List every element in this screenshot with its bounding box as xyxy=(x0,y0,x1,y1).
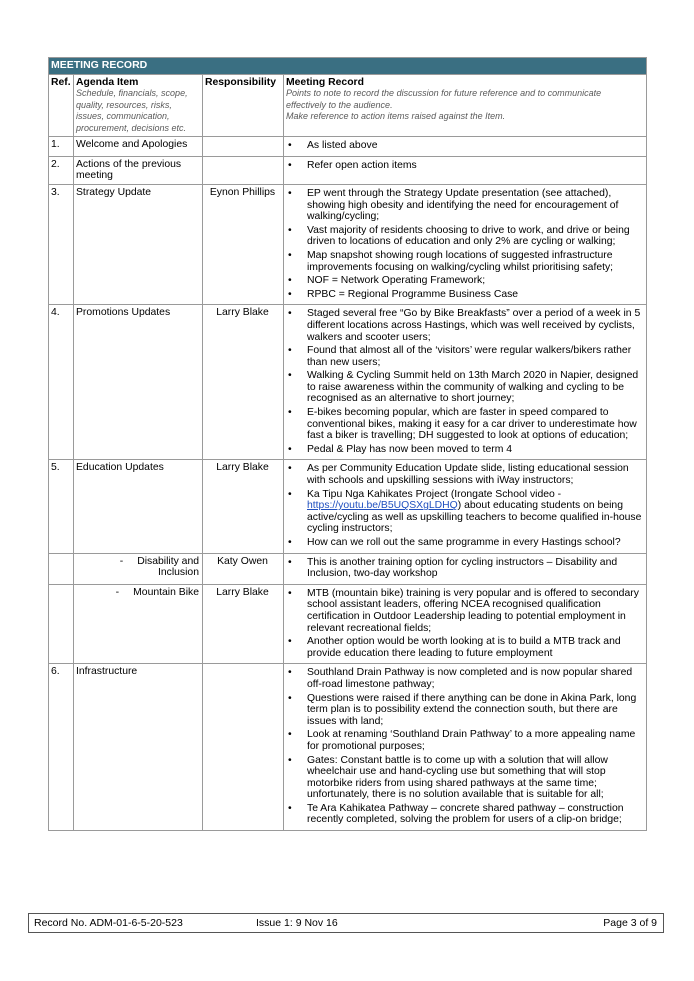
row-ref: 3. xyxy=(49,184,74,304)
footer-record-number: Record No. ADM-01-6-5-20-523 xyxy=(34,917,183,929)
row-agenda-item: Infrastructure xyxy=(74,664,203,831)
list-item: • Southland Drain Pathway is now completed and is now popular shared off-road limestone pathway; xyxy=(307,667,643,690)
row-responsibility xyxy=(203,156,284,184)
header-row xyxy=(49,74,647,137)
list-item: • Vast majority of residents choosing to drive to work, and drive or being driven to locations of education and only 2% are cycling or walking; xyxy=(307,225,643,248)
row-meeting-record xyxy=(284,184,647,304)
header-meeting-record-label: Meeting Record xyxy=(286,76,364,88)
list-item: • Pedal & Play has now been moved to term 4 xyxy=(307,444,643,456)
list-item: • NOF = Network Operating Framework; xyxy=(307,275,643,287)
list-item: • This is another training option for cycling instructors – Disability and Inclusion, two-day workshop xyxy=(307,557,643,580)
list-item xyxy=(307,489,643,535)
list-item: • Another option would be worth looking at is to build a MTB track and provide education there leading to future employment xyxy=(307,636,643,659)
footer-page-number: Page 3 of 9 xyxy=(603,917,657,929)
meeting-record-document xyxy=(48,57,646,831)
row-meeting-record xyxy=(284,156,647,184)
header-agenda-item-hint: Schedule, financials, scope, quality, resources, risks, issues, communication, procurement, decisions etc. xyxy=(76,88,188,133)
row-ref xyxy=(49,584,74,664)
row-responsibility: Larry Blake xyxy=(203,460,284,553)
dash-marker: - xyxy=(115,586,120,598)
list-item: • MTB (mountain bike) training is very popular and is offered to secondary school assistant leaders, offering NCEA recognised qualification certification in Outdoor Leadership leading to potential employment in relevant recreational fields; xyxy=(307,588,643,634)
row-agenda-item: Disability and Inclusion xyxy=(137,555,199,579)
row-meeting-record xyxy=(284,584,647,664)
row-meeting-record xyxy=(284,305,647,460)
row-agenda-item: Strategy Update xyxy=(74,184,203,304)
header-agenda-item-label: Agenda Item xyxy=(76,76,139,88)
row-ref xyxy=(49,553,74,584)
list-item: • Te Ara Kahikatea Pathway – concrete shared pathway – construction recently completed, solving the problem for users of a clip-on bridge; xyxy=(307,803,643,826)
row-ref: 6. xyxy=(49,664,74,831)
row-agenda-subitem xyxy=(74,553,203,584)
list-item: • E-bikes becoming popular, which are faster in speed compared to conventional bikes, making it easy for a car driver to underestimate how fast a biker is travelling; DH suggested to look at options of education; xyxy=(307,407,643,442)
row-ref: 2. xyxy=(49,156,74,184)
table-row xyxy=(49,553,647,584)
note-text: Ka Tipu Nga Kahikates Project (Irongate School video - xyxy=(307,488,562,500)
list-item: • Questions were raised if there anything can be done in Akina Park, long term plan is to possibility extend the connection south, but there are issues with land; xyxy=(307,693,643,728)
row-agenda-item: Welcome and Apologies xyxy=(74,137,203,157)
header-meeting-record-hint-1: Points to note to record the discussion for future reference and to communicate effectively to the audience. xyxy=(286,88,602,110)
list-item: • Found that almost all of the ‘visitors’ were regular walkers/bikers rather than new users; xyxy=(307,345,643,368)
list-item: • How can we roll out the same programme in every Hastings school? xyxy=(307,537,643,549)
header-ref: Ref. xyxy=(49,74,74,137)
list-item: • Walking & Cycling Summit held on 13th March 2020 in Napier, designed to raise awareness within the community of walking and cycling to be recognised as an alternative to short journey; xyxy=(307,370,643,405)
footer-issue: Issue 1: 9 Nov 16 xyxy=(256,917,338,929)
table-row xyxy=(49,584,647,664)
table-row xyxy=(49,305,647,460)
row-agenda-item: Education Updates xyxy=(74,460,203,553)
list-item: • Look at renaming ‘Southland Drain Pathway’ to a more appealing name for promotional purposes; xyxy=(307,729,643,752)
row-ref: 4. xyxy=(49,305,74,460)
row-agenda-item: Promotions Updates xyxy=(74,305,203,460)
dash-marker: - xyxy=(119,555,124,567)
table-row xyxy=(49,664,647,831)
row-responsibility: Eynon Phillips xyxy=(203,184,284,304)
youtube-video-link[interactable]: https://youtu.be/B5UQSXgLDHQ xyxy=(307,500,458,512)
row-meeting-record xyxy=(284,664,647,831)
row-ref: 1. xyxy=(49,137,74,157)
row-agenda-subitem xyxy=(74,584,203,664)
list-item: • EP went through the Strategy Update presentation (see attached), showing high obesity and identifying the need for encouragement of walking/cycling; xyxy=(307,188,643,223)
list-item: • As per Community Education Update slide, listing educational session with schools and upskilling sessions with iWay instructors; xyxy=(307,463,643,486)
table-banner: MEETING RECORD xyxy=(49,58,647,75)
row-ref: 5. xyxy=(49,460,74,553)
page-footer xyxy=(28,913,664,933)
list-item: • Refer open action items xyxy=(307,160,643,172)
row-responsibility: Larry Blake xyxy=(203,305,284,460)
note-text: ) about educating students on being active/cycling as well as upskilling teachers to become qualified in-house cycling instructors; xyxy=(307,500,642,535)
list-item: • Map snapshot showing rough locations of suggested infrastructure improvements focusing on walking/cycling whilst prioritising safety; xyxy=(307,250,643,273)
list-item: • RPBC = Regional Programme Business Case xyxy=(307,289,643,301)
table-row xyxy=(49,156,647,184)
row-meeting-record xyxy=(284,137,647,157)
row-agenda-item: Actions of the previous meeting xyxy=(74,156,203,184)
row-responsibility: Katy Owen xyxy=(203,553,284,584)
list-item: • As listed above xyxy=(307,140,643,152)
list-item: • Gates: Constant battle is to come up with a solution that will allow wheelchair use and hand-cycling use but something that will stop motorbike riders from using shared pathways at the same time; unfortunately, there is no solution available that is suitable for all; xyxy=(307,755,643,801)
header-meeting-record xyxy=(284,74,647,137)
table-row xyxy=(49,184,647,304)
meeting-record-table xyxy=(48,57,647,831)
table-row xyxy=(49,460,647,553)
table-row xyxy=(49,137,647,157)
row-meeting-record xyxy=(284,553,647,584)
row-agenda-item: Mountain Bike xyxy=(133,586,199,598)
row-meeting-record xyxy=(284,460,647,553)
row-responsibility: Larry Blake xyxy=(203,584,284,664)
header-agenda-item xyxy=(74,74,203,137)
row-responsibility xyxy=(203,664,284,831)
header-meeting-record-hint-2: Make reference to action items raised against the Item. xyxy=(286,111,506,122)
header-responsibility: Responsibility xyxy=(203,74,284,137)
row-responsibility xyxy=(203,137,284,157)
list-item: • Staged several free “Go by Bike Breakfasts” over a period of a week in 5 different locations across Hastings, which was well received by cyclists, walkers and scooter users; xyxy=(307,308,643,343)
